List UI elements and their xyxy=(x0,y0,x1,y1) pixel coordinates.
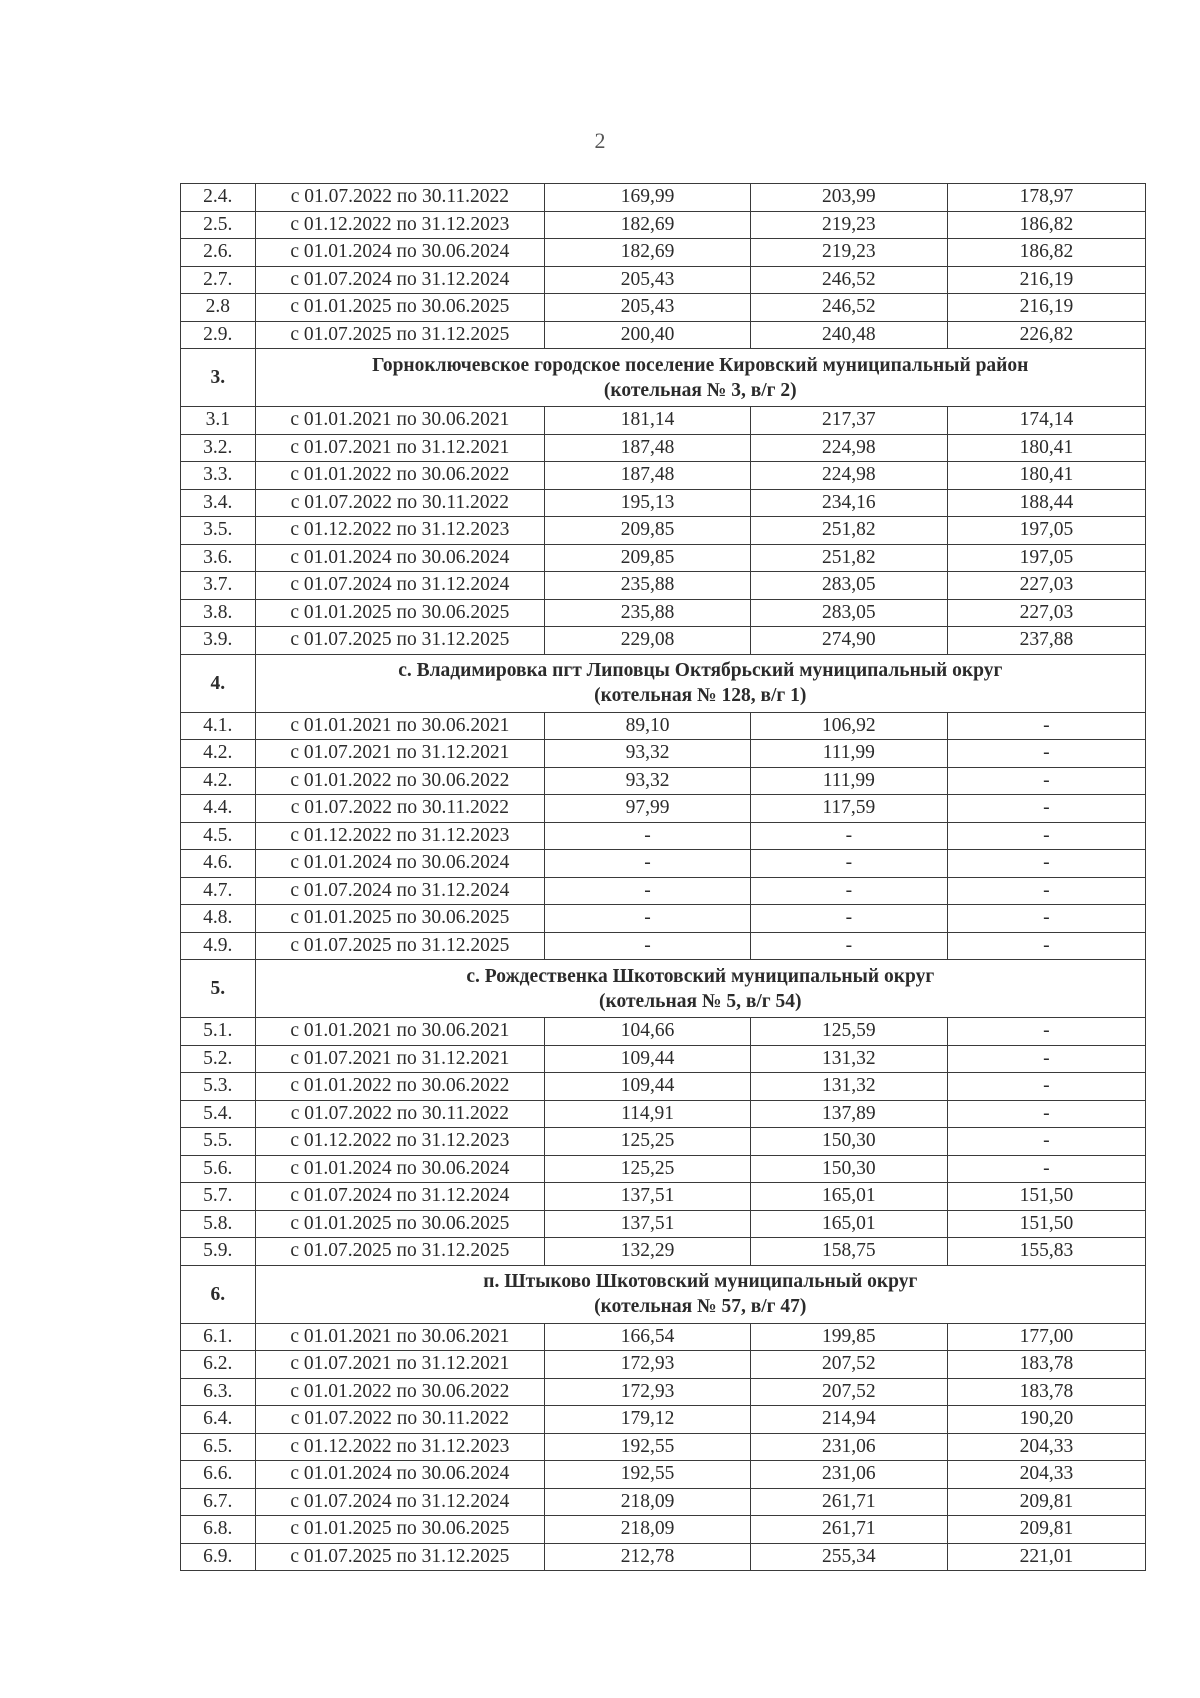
tariff-value-3-cell: - xyxy=(947,850,1145,878)
tariff-value-3-cell: 151,50 xyxy=(947,1183,1145,1211)
row-number-cell: 5.3. xyxy=(181,1073,256,1101)
tariff-value-2-cell: - xyxy=(750,877,947,905)
tariff-value-3-cell: 226,82 xyxy=(947,321,1145,349)
tariff-value-1-cell: 93,32 xyxy=(545,740,751,768)
row-number-cell: 5.7. xyxy=(181,1183,256,1211)
tariff-value-1-cell: 166,54 xyxy=(545,1323,751,1351)
tariff-value-1-cell: 205,43 xyxy=(545,266,751,294)
tariff-value-2-cell: 111,99 xyxy=(750,767,947,795)
tariff-value-1-cell: 125,25 xyxy=(545,1155,751,1183)
tariff-value-1-cell: 179,12 xyxy=(545,1406,751,1434)
tariff-value-1-cell: 182,69 xyxy=(545,211,751,239)
tariff-value-2-cell: 125,59 xyxy=(750,1018,947,1046)
section-header-row xyxy=(181,654,1146,712)
tariff-value-2-cell: 283,05 xyxy=(750,599,947,627)
tariff-value-1-cell: 229,08 xyxy=(545,627,751,655)
table-row xyxy=(181,184,1146,212)
tariff-value-3-cell: 180,41 xyxy=(947,462,1145,490)
section-number: 4. xyxy=(181,654,256,712)
tariff-value-2-cell: 261,71 xyxy=(750,1516,947,1544)
tariff-value-1-cell: 235,88 xyxy=(545,572,751,600)
table-row xyxy=(181,877,1146,905)
row-number-cell: 4.1. xyxy=(181,712,256,740)
tariff-value-1-cell: 172,93 xyxy=(545,1378,751,1406)
tariff-value-3-cell: 155,83 xyxy=(947,1238,1145,1266)
tariff-value-2-cell: 158,75 xyxy=(750,1238,947,1266)
tariff-value-2-cell: 137,89 xyxy=(750,1100,947,1128)
tariff-value-2-cell: 274,90 xyxy=(750,627,947,655)
row-number-cell: 3.7. xyxy=(181,572,256,600)
tariff-value-1-cell: 209,85 xyxy=(545,544,751,572)
section-header-row xyxy=(181,349,1146,407)
tariff-value-1-cell: 209,85 xyxy=(545,517,751,545)
tariff-value-3-cell: - xyxy=(947,1128,1145,1156)
table-row xyxy=(181,1045,1146,1073)
period-cell: с 01.01.2022 по 30.06.2022 xyxy=(255,1073,545,1101)
tariff-value-3-cell: 221,01 xyxy=(947,1543,1145,1571)
row-number-cell: 3.8. xyxy=(181,599,256,627)
row-number-cell: 6.4. xyxy=(181,1406,256,1434)
tariff-value-2-cell: 165,01 xyxy=(750,1183,947,1211)
period-cell: с 01.01.2025 по 30.06.2025 xyxy=(255,1516,545,1544)
table-row xyxy=(181,572,1146,600)
table-row xyxy=(181,1516,1146,1544)
period-cell: с 01.01.2024 по 30.06.2024 xyxy=(255,544,545,572)
tariff-value-3-cell: 227,03 xyxy=(947,599,1145,627)
tariff-value-3-cell: 204,33 xyxy=(947,1433,1145,1461)
tariff-value-1-cell: 97,99 xyxy=(545,795,751,823)
period-cell: с 01.01.2025 по 30.06.2025 xyxy=(255,905,545,933)
section-title xyxy=(255,1265,1145,1323)
period-cell: с 01.01.2021 по 30.06.2021 xyxy=(255,1018,545,1046)
tariff-value-3-cell: 183,78 xyxy=(947,1351,1145,1379)
tariff-value-3-cell: - xyxy=(947,822,1145,850)
period-cell: с 01.07.2025 по 31.12.2025 xyxy=(255,627,545,655)
period-cell: с 01.07.2021 по 31.12.2021 xyxy=(255,434,545,462)
period-cell: с 01.01.2021 по 30.06.2021 xyxy=(255,407,545,435)
tariff-value-3-cell: - xyxy=(947,795,1145,823)
table-row xyxy=(181,905,1146,933)
tariff-value-3-cell: 209,81 xyxy=(947,1488,1145,1516)
tariff-value-3-cell: - xyxy=(947,767,1145,795)
tariff-value-3-cell: 197,05 xyxy=(947,544,1145,572)
table-row xyxy=(181,489,1146,517)
table-row xyxy=(181,434,1146,462)
row-number-cell: 5.2. xyxy=(181,1045,256,1073)
section-title xyxy=(255,960,1145,1018)
row-number-cell: 3.4. xyxy=(181,489,256,517)
tariff-value-1-cell: 195,13 xyxy=(545,489,751,517)
section-title-line1: с. Владимировка пгт Липовцы Октябрьский муниципальный округ xyxy=(398,660,1003,681)
period-cell: с 01.12.2022 по 31.12.2023 xyxy=(255,211,545,239)
row-number-cell: 6.7. xyxy=(181,1488,256,1516)
tariff-value-2-cell: 165,01 xyxy=(750,1210,947,1238)
row-number-cell: 3.6. xyxy=(181,544,256,572)
tariff-value-1-cell: - xyxy=(545,905,751,933)
tariff-value-1-cell: 212,78 xyxy=(545,1543,751,1571)
tariff-value-3-cell: - xyxy=(947,712,1145,740)
period-cell: с 01.01.2022 по 30.06.2022 xyxy=(255,462,545,490)
row-number-cell: 2.6. xyxy=(181,239,256,267)
period-cell: с 01.07.2025 по 31.12.2025 xyxy=(255,1238,545,1266)
table-row xyxy=(181,266,1146,294)
tariff-value-2-cell: 117,59 xyxy=(750,795,947,823)
tariff-value-2-cell: - xyxy=(750,822,947,850)
row-number-cell: 6.2. xyxy=(181,1351,256,1379)
period-cell: с 01.01.2025 по 30.06.2025 xyxy=(255,599,545,627)
table-row xyxy=(181,1155,1146,1183)
row-number-cell: 6.9. xyxy=(181,1543,256,1571)
tariff-value-3-cell: 186,82 xyxy=(947,211,1145,239)
tariff-value-2-cell: 231,06 xyxy=(750,1461,947,1489)
row-number-cell: 2.5. xyxy=(181,211,256,239)
table-row xyxy=(181,407,1146,435)
row-number-cell: 3.3. xyxy=(181,462,256,490)
tariff-value-3-cell: - xyxy=(947,1073,1145,1101)
period-cell: с 01.01.2024 по 30.06.2024 xyxy=(255,850,545,878)
tariff-value-3-cell: 178,97 xyxy=(947,184,1145,212)
table-row xyxy=(181,1018,1146,1046)
period-cell: с 01.07.2025 по 31.12.2025 xyxy=(255,321,545,349)
section-header-row xyxy=(181,960,1146,1018)
period-cell: с 01.01.2021 по 30.06.2021 xyxy=(255,712,545,740)
tariff-value-3-cell: - xyxy=(947,1100,1145,1128)
tariff-value-2-cell: 219,23 xyxy=(750,239,947,267)
tariff-table xyxy=(180,183,1146,1571)
tariff-value-1-cell: - xyxy=(545,850,751,878)
tariff-value-2-cell: 240,48 xyxy=(750,321,947,349)
period-cell: с 01.01.2022 по 30.06.2022 xyxy=(255,767,545,795)
period-cell: с 01.07.2022 по 30.11.2022 xyxy=(255,184,545,212)
section-title xyxy=(255,654,1145,712)
row-number-cell: 6.5. xyxy=(181,1433,256,1461)
section-title-line1: с. Рождественка Шкотовский муниципальный округ xyxy=(466,965,935,987)
tariff-value-3-cell: 216,19 xyxy=(947,294,1145,322)
tariff-value-1-cell: - xyxy=(545,822,751,850)
tariff-value-2-cell: 283,05 xyxy=(750,572,947,600)
tariff-value-2-cell: - xyxy=(750,905,947,933)
tariff-value-2-cell: 150,30 xyxy=(750,1128,947,1156)
tariff-value-3-cell: 180,41 xyxy=(947,434,1145,462)
row-number-cell: 6.8. xyxy=(181,1516,256,1544)
table-row xyxy=(181,850,1146,878)
period-cell: с 01.07.2025 по 31.12.2025 xyxy=(255,1543,545,1571)
table-row xyxy=(181,1323,1146,1351)
table-row xyxy=(181,1378,1146,1406)
tariff-value-1-cell: 114,91 xyxy=(545,1100,751,1128)
tariff-value-2-cell: 199,85 xyxy=(750,1323,947,1351)
period-cell: с 01.07.2021 по 31.12.2021 xyxy=(255,1045,545,1073)
tariff-value-3-cell: 174,14 xyxy=(947,407,1145,435)
period-cell: с 01.07.2021 по 31.12.2021 xyxy=(255,1351,545,1379)
tariff-value-2-cell: 246,52 xyxy=(750,294,947,322)
tariff-value-3-cell: 204,33 xyxy=(947,1461,1145,1489)
table-row xyxy=(181,1073,1146,1101)
tariff-value-2-cell: 131,32 xyxy=(750,1045,947,1073)
tariff-value-2-cell: 251,82 xyxy=(750,544,947,572)
tariff-value-1-cell: 181,14 xyxy=(545,407,751,435)
tariff-value-3-cell: - xyxy=(947,740,1145,768)
tariff-value-1-cell: 125,25 xyxy=(545,1128,751,1156)
tariff-value-3-cell: 183,78 xyxy=(947,1378,1145,1406)
table-row xyxy=(181,1433,1146,1461)
tariff-value-2-cell: 231,06 xyxy=(750,1433,947,1461)
row-number-cell: 5.8. xyxy=(181,1210,256,1238)
tariff-value-1-cell: 192,55 xyxy=(545,1433,751,1461)
tariff-value-1-cell: 109,44 xyxy=(545,1045,751,1073)
row-number-cell: 4.2. xyxy=(181,767,256,795)
tariff-value-2-cell: 255,34 xyxy=(750,1543,947,1571)
tariff-value-1-cell: 89,10 xyxy=(545,712,751,740)
row-number-cell: 2.4. xyxy=(181,184,256,212)
table-row xyxy=(181,1351,1146,1379)
row-number-cell: 6.3. xyxy=(181,1378,256,1406)
period-cell: с 01.12.2022 по 31.12.2023 xyxy=(255,1433,545,1461)
row-number-cell: 3.9. xyxy=(181,627,256,655)
tariff-value-2-cell: - xyxy=(750,932,947,960)
table-row xyxy=(181,599,1146,627)
tariff-value-1-cell: 187,48 xyxy=(545,462,751,490)
section-title-line2: (котельная № 3, в/г 2) xyxy=(603,379,797,401)
table-row xyxy=(181,544,1146,572)
table-row xyxy=(181,462,1146,490)
period-cell: с 01.07.2024 по 31.12.2024 xyxy=(255,1488,545,1516)
table-row xyxy=(181,932,1146,960)
tariff-value-2-cell: 224,98 xyxy=(750,462,947,490)
table-row xyxy=(181,1488,1146,1516)
row-number-cell: 4.6. xyxy=(181,850,256,878)
tariff-value-1-cell: 192,55 xyxy=(545,1461,751,1489)
tariff-value-2-cell: 234,16 xyxy=(750,489,947,517)
section-header-row xyxy=(181,1265,1146,1323)
table-row xyxy=(181,239,1146,267)
section-title-line1: Горноключевское городское поселение Кировский муниципальный район xyxy=(372,354,1029,376)
period-cell: с 01.12.2022 по 31.12.2023 xyxy=(255,822,545,850)
tariff-value-3-cell: 190,20 xyxy=(947,1406,1145,1434)
tariff-value-2-cell: 224,98 xyxy=(750,434,947,462)
tariff-value-1-cell: 109,44 xyxy=(545,1073,751,1101)
page-number: 2 xyxy=(594,128,606,153)
period-cell: с 01.01.2022 по 30.06.2022 xyxy=(255,1378,545,1406)
period-cell: с 01.07.2024 по 31.12.2024 xyxy=(255,266,545,294)
tariff-value-2-cell: 217,37 xyxy=(750,407,947,435)
tariff-value-2-cell: 150,30 xyxy=(750,1155,947,1183)
row-number-cell: 5.1. xyxy=(181,1018,256,1046)
tariff-value-2-cell: 131,32 xyxy=(750,1073,947,1101)
tariff-value-3-cell: - xyxy=(947,1045,1145,1073)
period-cell: с 01.07.2022 по 30.11.2022 xyxy=(255,1100,545,1128)
tariff-value-2-cell: 251,82 xyxy=(750,517,947,545)
tariff-value-3-cell: 209,81 xyxy=(947,1516,1145,1544)
tariff-value-2-cell: 219,23 xyxy=(750,211,947,239)
tariff-value-2-cell: 261,71 xyxy=(750,1488,947,1516)
tariff-table-body xyxy=(181,184,1146,1571)
row-number-cell: 4.9. xyxy=(181,932,256,960)
tariff-value-3-cell: - xyxy=(947,1018,1145,1046)
table-row xyxy=(181,822,1146,850)
section-title-line2: (котельная № 57, в/г 47) xyxy=(594,1296,807,1317)
tariff-value-3-cell: 197,05 xyxy=(947,517,1145,545)
table-row xyxy=(181,712,1146,740)
tariff-value-2-cell: - xyxy=(750,850,947,878)
tariff-value-3-cell: 216,19 xyxy=(947,266,1145,294)
tariff-value-1-cell: - xyxy=(545,877,751,905)
row-number-cell: 5.9. xyxy=(181,1238,256,1266)
section-title-line1: п. Штыково Шкотовский муниципальный округ xyxy=(483,1271,918,1292)
tariff-value-3-cell: 151,50 xyxy=(947,1210,1145,1238)
table-row xyxy=(181,1210,1146,1238)
tariff-value-1-cell: 104,66 xyxy=(545,1018,751,1046)
tariff-value-3-cell: 186,82 xyxy=(947,239,1145,267)
tariff-value-3-cell: 227,03 xyxy=(947,572,1145,600)
tariff-value-2-cell: 207,52 xyxy=(750,1351,947,1379)
tariff-value-2-cell: 214,94 xyxy=(750,1406,947,1434)
period-cell: с 01.12.2022 по 31.12.2023 xyxy=(255,1128,545,1156)
row-number-cell: 4.4. xyxy=(181,795,256,823)
tariff-value-1-cell: - xyxy=(545,932,751,960)
tariff-value-1-cell: 200,40 xyxy=(545,321,751,349)
tariff-value-2-cell: 203,99 xyxy=(750,184,947,212)
tariff-value-3-cell: 237,88 xyxy=(947,627,1145,655)
row-number-cell: 4.7. xyxy=(181,877,256,905)
table-row xyxy=(181,1100,1146,1128)
row-number-cell: 5.5. xyxy=(181,1128,256,1156)
period-cell: с 01.01.2025 по 30.06.2025 xyxy=(255,1210,545,1238)
table-row xyxy=(181,1461,1146,1489)
row-number-cell: 3.5. xyxy=(181,517,256,545)
tariff-value-2-cell: 246,52 xyxy=(750,266,947,294)
tariff-value-1-cell: 137,51 xyxy=(545,1210,751,1238)
table-row xyxy=(181,211,1146,239)
tariff-value-2-cell: 111,99 xyxy=(750,740,947,768)
tariff-value-1-cell: 187,48 xyxy=(545,434,751,462)
row-number-cell: 3.2. xyxy=(181,434,256,462)
tariff-value-1-cell: 235,88 xyxy=(545,599,751,627)
tariff-value-1-cell: 169,99 xyxy=(545,184,751,212)
tariff-value-1-cell: 182,69 xyxy=(545,239,751,267)
tariff-value-1-cell: 137,51 xyxy=(545,1183,751,1211)
period-cell: с 01.07.2024 по 31.12.2024 xyxy=(255,572,545,600)
tariff-value-1-cell: 172,93 xyxy=(545,1351,751,1379)
period-cell: с 01.07.2024 по 31.12.2024 xyxy=(255,1183,545,1211)
table-row xyxy=(181,321,1146,349)
tariff-value-1-cell: 218,09 xyxy=(545,1516,751,1544)
tariff-value-1-cell: 218,09 xyxy=(545,1488,751,1516)
tariff-value-2-cell: 207,52 xyxy=(750,1378,947,1406)
period-cell: с 01.07.2022 по 30.11.2022 xyxy=(255,1406,545,1434)
period-cell: с 01.01.2024 по 30.06.2024 xyxy=(255,239,545,267)
table-row xyxy=(181,740,1146,768)
row-number-cell: 4.2. xyxy=(181,740,256,768)
tariff-value-1-cell: 205,43 xyxy=(545,294,751,322)
table-row xyxy=(181,517,1146,545)
period-cell: с 01.01.2024 по 30.06.2024 xyxy=(255,1155,545,1183)
row-number-cell: 2.9. xyxy=(181,321,256,349)
tariff-value-1-cell: 93,32 xyxy=(545,767,751,795)
period-cell: с 01.01.2024 по 30.06.2024 xyxy=(255,1461,545,1489)
row-number-cell: 2.8 xyxy=(181,294,256,322)
period-cell: с 01.07.2021 по 31.12.2021 xyxy=(255,740,545,768)
period-cell: с 01.12.2022 по 31.12.2023 xyxy=(255,517,545,545)
table-row xyxy=(181,1128,1146,1156)
tariff-value-3-cell: - xyxy=(947,905,1145,933)
period-cell: с 01.01.2025 по 30.06.2025 xyxy=(255,294,545,322)
tariff-value-1-cell: 132,29 xyxy=(545,1238,751,1266)
section-title-line2: (котельная № 128, в/г 1) xyxy=(594,685,807,706)
section-title xyxy=(255,349,1145,407)
table-row xyxy=(181,795,1146,823)
tariff-value-3-cell: - xyxy=(947,877,1145,905)
tariff-value-3-cell: - xyxy=(947,932,1145,960)
row-number-cell: 5.6. xyxy=(181,1155,256,1183)
section-title-line2: (котельная № 5, в/г 54) xyxy=(599,990,802,1012)
period-cell: с 01.07.2024 по 31.12.2024 xyxy=(255,877,545,905)
tariff-value-2-cell: 106,92 xyxy=(750,712,947,740)
table-row xyxy=(181,1543,1146,1571)
section-number: 3. xyxy=(181,349,256,407)
tariff-value-3-cell: 188,44 xyxy=(947,489,1145,517)
period-cell: с 01.01.2021 по 30.06.2021 xyxy=(255,1323,545,1351)
table-row xyxy=(181,1183,1146,1211)
section-number: 6. xyxy=(181,1265,256,1323)
row-number-cell: 4.5. xyxy=(181,822,256,850)
row-number-cell: 6.1. xyxy=(181,1323,256,1351)
table-row xyxy=(181,1406,1146,1434)
section-number: 5. xyxy=(181,960,256,1018)
table-row xyxy=(181,767,1146,795)
period-cell: с 01.07.2022 по 30.11.2022 xyxy=(255,489,545,517)
row-number-cell: 6.6. xyxy=(181,1461,256,1489)
row-number-cell: 5.4. xyxy=(181,1100,256,1128)
table-row xyxy=(181,294,1146,322)
row-number-cell: 4.8. xyxy=(181,905,256,933)
tariff-value-3-cell: 177,00 xyxy=(947,1323,1145,1351)
row-number-cell: 3.1 xyxy=(181,407,256,435)
period-cell: с 01.07.2022 по 30.11.2022 xyxy=(255,795,545,823)
table-row xyxy=(181,1238,1146,1266)
row-number-cell: 2.7. xyxy=(181,266,256,294)
period-cell: с 01.07.2025 по 31.12.2025 xyxy=(255,932,545,960)
tariff-value-3-cell: - xyxy=(947,1155,1145,1183)
table-row xyxy=(181,627,1146,655)
